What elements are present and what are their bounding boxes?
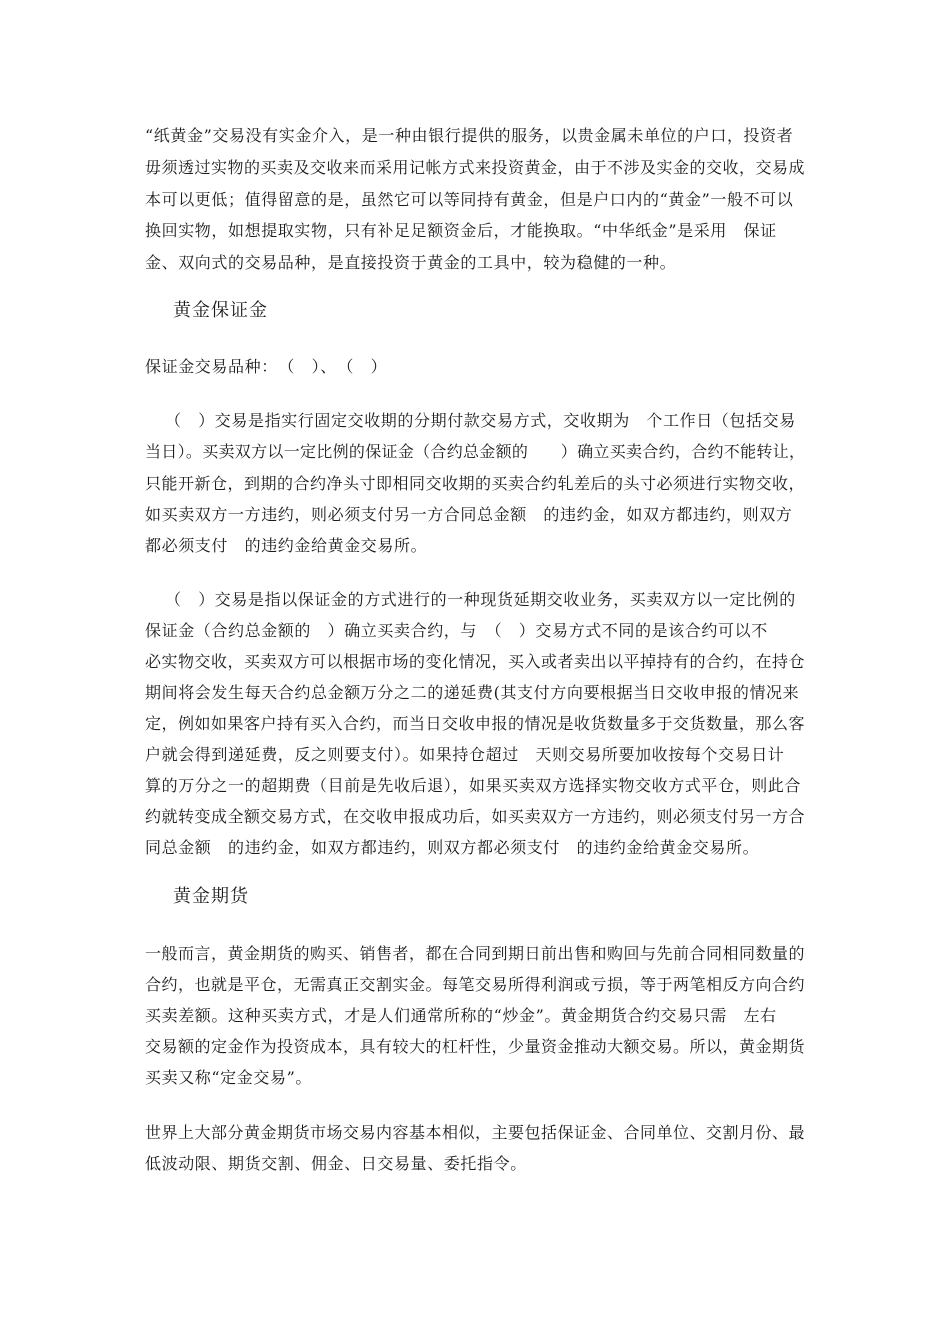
text-line: 保证金（合约总金额的 ）确立买卖合约，与 （ ）交易方式不同的是该合约可以不 [145, 621, 768, 640]
text-line: 买卖差额。这种买卖方式，才是人们通常所称的“炒金”。黄金期货合约交易只需 左右 [145, 1006, 777, 1025]
text-line: 都必须支付 的违约金给黄金交易所。 [145, 536, 428, 555]
text-line: 一般而言，黄金期货的购买、销售者，都在合同到期日前出售和购回与先前合同相同数量的 [145, 944, 806, 963]
margin-trading-varieties: 保证金交易品种： （ ）、 （ ） [145, 357, 388, 376]
text-line: 毋须透过实物的买卖及交收来而采用记帐方式来投资黄金，由于不涉及实金的交收，交易成 [145, 158, 806, 177]
text-line: 交易额的定金作为投资成本，具有较大的杠杆性，少量资金推动大额交易。所以，黄金期货 [145, 1037, 806, 1056]
text-line: 期间将会发生每天合约总金额万分之二的递延费(其支付方向要根据当日交收申报的情况来 [145, 683, 800, 702]
text-line: 低波动限、期货交割、佣金、日交易量、委托指令。 [145, 1154, 527, 1173]
text-line: 同总金额 的违约金，如双方都违约，则双方都必须支付 的违约金给黄金交易所。 [145, 838, 760, 857]
text-line: 合约，也就是平仓，无需真正交割实金。每笔交易所得利润或亏损，等于两笔相反方向合约 [145, 975, 806, 994]
text-line: 世界上大部分黄金期货市场交易内容基本相似，主要包括保证金、合同单位、交割月份、最 [145, 1123, 806, 1142]
text-line: 必实物交收，买卖双方可以根据市场的变化情况，买入或者卖出以平掉持有的合约，在持仓 [145, 652, 806, 671]
text-line: 本可以更低；值得留意的是，虽然它可以等同持有黄金，但是户口内的“黄金”一般不可以 [145, 190, 794, 209]
section-heading-margin-gold: 黄金保证金 [173, 300, 268, 321]
text-line: 当日）。买卖双方以一定比例的保证金（合约总金额的 ）确立买卖合约，合约不能转让， [145, 442, 806, 461]
text-line: “纸黄金”交易没有实金介入，是一种由银行提供的服务，以贵金属未单位的户口，投资者 [145, 126, 794, 145]
text-line: 金、双向式的交易品种，是直接投资于黄金的工具中，较为稳健的一种。 [145, 253, 677, 272]
text-line: 只能开新仓，到期的合约净头寸即相同交收期的买卖合约轧差后的头寸必须进行实物交收， [145, 474, 806, 493]
text-line: 如买卖双方一方违约，则必须支付另一方合同总金额 的违约金，如双方都违约，则双方 [145, 505, 793, 524]
text-line: 算的万分之一的超期费（目前是先收后退），如果买卖双方选择实物交收方式平仓，则此合 [145, 776, 802, 795]
text-line: 买卖又称“定金交易”。 [145, 1068, 312, 1087]
text-line: 约就转变成全额交易方式，在交收申报成功后，如买卖双方一方违约，则必须支付另一方合 [145, 807, 806, 826]
text-line: （ ）交易是指以保证金的方式进行的一种现货延期交收业务，买卖双方以一定比例的 [165, 590, 796, 609]
text-line: 户就会得到递延费，反之则要支付）。如果持仓超过 天则交易所要加收按每个交易日计 [145, 745, 785, 764]
text-line: 定，例如如果客户持有买入合约，而当日交收申报的情况是收货数量多于交货数量，那么客 [145, 714, 806, 733]
text-line: 换回实物，如想提取实物，只有补足足额资金后，才能换取。“中华纸金”是采用 保证 [145, 221, 777, 240]
section-heading-gold-futures: 黄金期货 [173, 886, 249, 907]
text-line: （ ）交易是指实行固定交收期的分期付款交易方式，交收期为 个工作日（包括交易 [165, 411, 796, 430]
